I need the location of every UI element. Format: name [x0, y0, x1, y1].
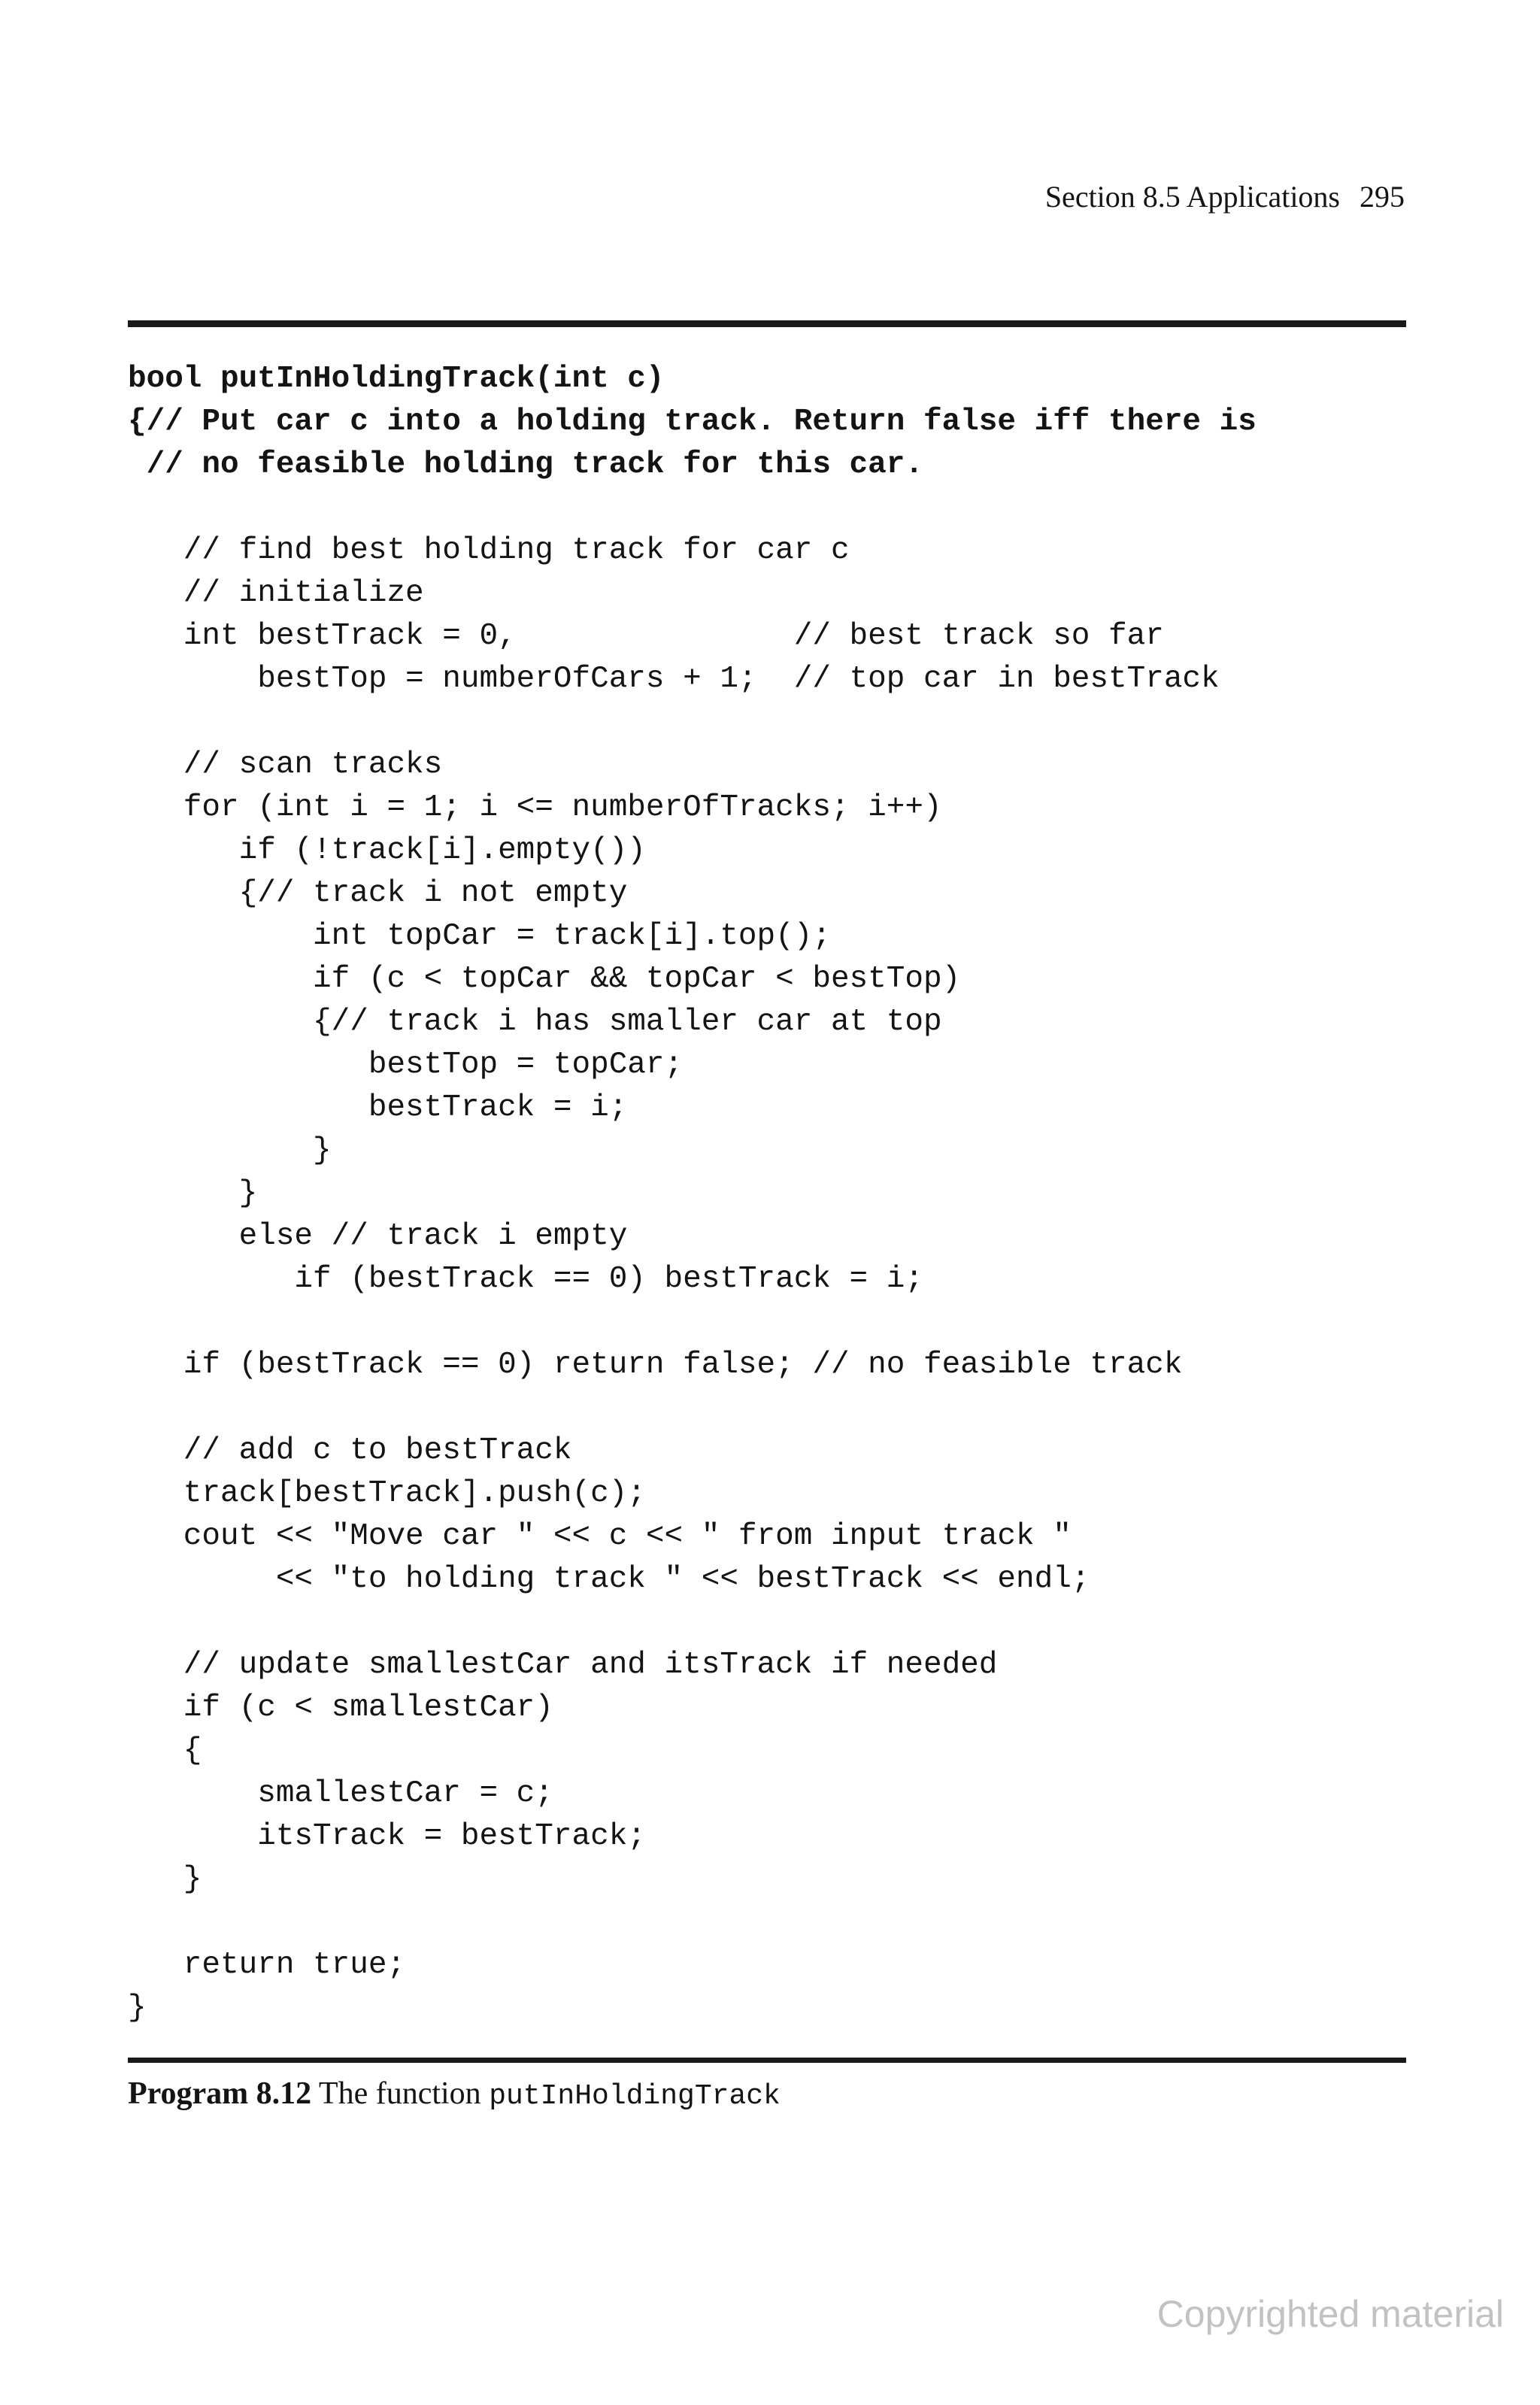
- code-line: // update smallestCar and itsTrack if needed: [128, 1648, 998, 1682]
- code-line: }: [128, 1176, 258, 1211]
- code-line: bool putInHoldingTrack(int c): [128, 362, 665, 396]
- code-line: {// track i has smaller car at top: [128, 1005, 942, 1039]
- code-listing: [128, 358, 1257, 2030]
- code-line: if (bestTrack == 0) bestTrack = i;: [128, 1262, 923, 1297]
- copyright-watermark: Copyrighted material: [1157, 2293, 1504, 2335]
- page-number: 295: [1360, 180, 1405, 214]
- code-line: if (bestTrack == 0) return false; // no feasible track: [128, 1348, 1183, 1382]
- code-line: if (!track[i].empty()): [128, 833, 646, 868]
- code-line: [128, 1387, 1257, 1430]
- code-line: cout << "Move car " << c << " from input track ": [128, 1519, 1072, 1554]
- top-rule: [128, 320, 1406, 327]
- code-line: return true;: [128, 1948, 406, 1982]
- running-header: [1045, 179, 1405, 214]
- code-line: [128, 1901, 1257, 1944]
- code-line: [128, 701, 1257, 744]
- code-line: // scan tracks: [128, 748, 443, 782]
- code-line: }: [128, 1133, 332, 1168]
- code-line: for (int i = 1; i <= numberOfTracks; i++): [128, 790, 942, 825]
- code-line: bestTop = numberOfCars + 1; // top car in bestTrack: [128, 662, 1220, 696]
- caption-label: Program 8.12: [128, 2076, 312, 2111]
- code-line: }: [128, 1862, 202, 1897]
- code-line: {// Put car c into a holding track. Return false iff there is: [128, 405, 1257, 439]
- code-line: {// track i not empty: [128, 876, 628, 911]
- code-line: // find best holding track for car c: [128, 533, 850, 568]
- code-line: // initialize: [128, 576, 424, 611]
- code-line: bestTop = topCar;: [128, 1048, 684, 1082]
- code-line: // add c to bestTrack: [128, 1433, 572, 1468]
- code-line: itsTrack = bestTrack;: [128, 1819, 646, 1854]
- section-title: Section 8.5 Applications: [1044, 180, 1340, 214]
- code-line: << "to holding track " << bestTrack << endl;: [128, 1562, 1090, 1597]
- code-line: {: [128, 1733, 202, 1768]
- code-line: [128, 1601, 1257, 1644]
- code-line: // no feasible holding track for this car.: [128, 447, 923, 482]
- code-line: if (c < smallestCar): [128, 1691, 553, 1725]
- code-line: [128, 1301, 1257, 1344]
- code-line: bestTrack = i;: [128, 1090, 628, 1125]
- bottom-rule: [128, 2058, 1406, 2063]
- code-line: }: [128, 1991, 147, 2025]
- program-caption: [128, 2076, 781, 2112]
- caption-text: The function: [318, 2076, 481, 2111]
- code-line: int bestTrack = 0, // best track so far: [128, 619, 1164, 654]
- code-line: if (c < topCar && topCar < bestTop): [128, 962, 961, 996]
- code-line: smallestCar = c;: [128, 1776, 553, 1811]
- caption-function-name: putInHoldingTrack: [489, 2080, 781, 2112]
- code-line: [128, 487, 1257, 529]
- code-line: track[bestTrack].push(c);: [128, 1476, 646, 1511]
- code-line: int topCar = track[i].top();: [128, 919, 831, 954]
- code-line: else // track i empty: [128, 1219, 628, 1254]
